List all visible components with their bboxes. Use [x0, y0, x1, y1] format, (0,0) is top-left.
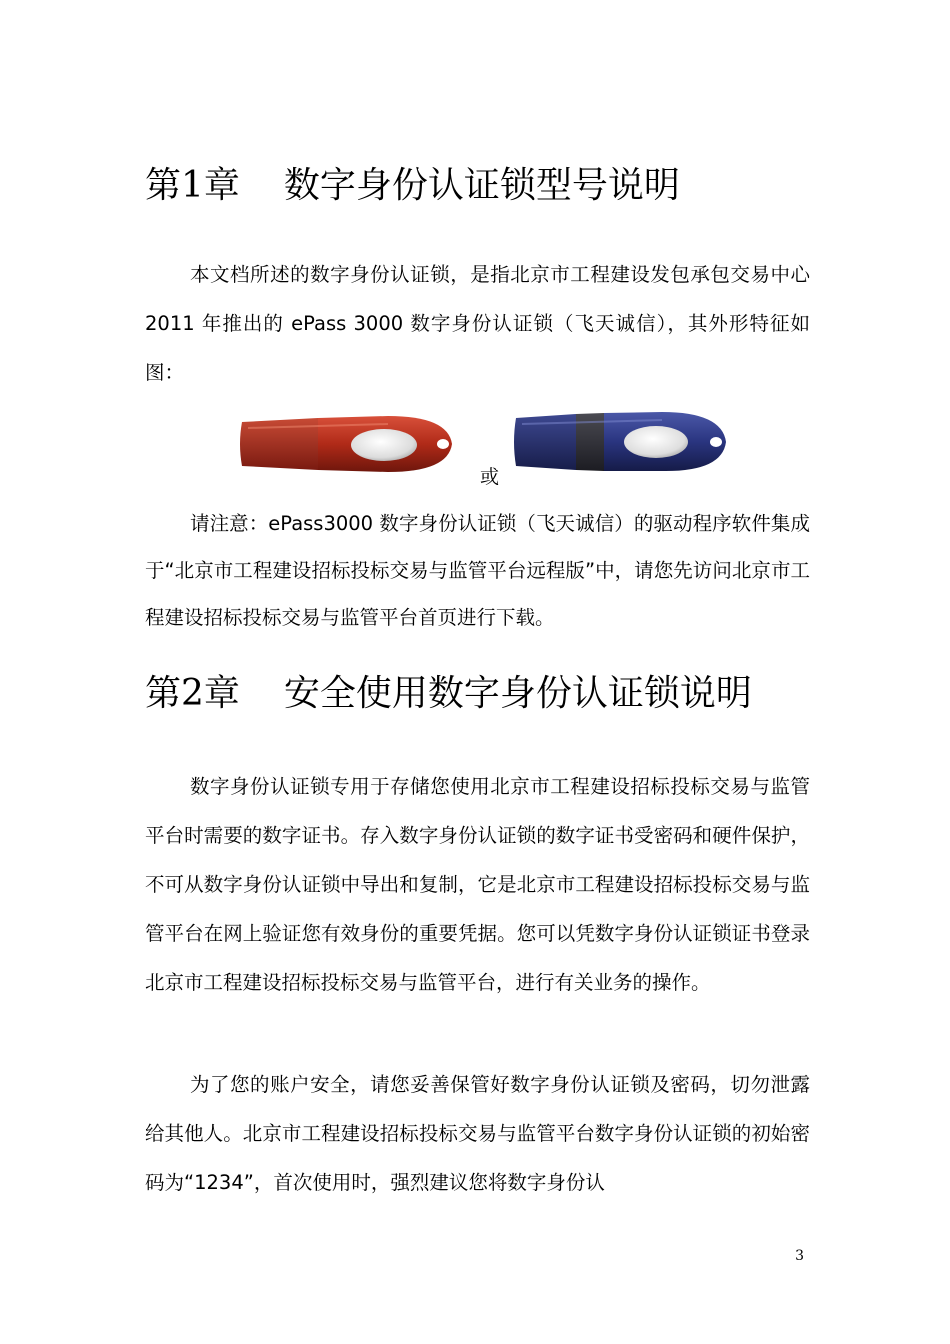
chapter-1-number: 第1章 — [145, 165, 240, 206]
chapter-2-paragraph-1: 数字身份认证锁专用于存储您使用北京市工程建设招标投标交易与监管平台时需要的数字证书。存入数字身份认证锁的数字证书受密码和硬件保护，不可从数字身份认证锁中导出和复制，它是北京市工程建设招标投标交易与监管平台在网上验证您有效身份的重要凭据。您可以凭数字身份认证锁证书登录北京市工程建设招标投标交易与监管平台，进行有关业务的操作。 — [145, 775, 810, 994]
chapter-1-note-paragraph: 请注意：ePass3000 数字身份认证锁（飞天诚信）的驱动程序软件集成于“北京市工程建设招标投标交易与监管平台远程版”中，请您先访问北京市工程建设招标投标交易与监管平台首页进行下载。 — [145, 512, 810, 629]
page-number: 3 — [795, 1248, 804, 1264]
usb-key-figure — [0, 398, 950, 488]
red-usb-key-image — [238, 408, 458, 480]
chapter-2-heading — [145, 672, 752, 716]
chapter-1-heading — [145, 164, 680, 208]
chapter-1-intro-paragraph: 本文档所述的数字身份认证锁，是指北京市工程建设发包承包交易中心 2011 年推出的 ePass 3000 数字身份认证锁（飞天诚信），其外形特征如图： — [145, 263, 810, 384]
chapter-2-number: 第2章 — [145, 673, 240, 714]
figure-or-label: 或 — [480, 466, 500, 488]
chapter-2-title: 安全使用数字身份认证锁说明 — [283, 673, 752, 714]
blue-usb-key-image — [512, 404, 732, 480]
chapter-2-paragraph-2: 为了您的账户安全，请您妥善保管好数字身份认证锁及密码，切勿泄露给其他人。北京市工程建设招标投标交易与监管平台数字身份认证锁的初始密码为“1234”，首次使用时，强烈建议您将数字身份认 — [145, 1073, 810, 1194]
chapter-1-title: 数字身份认证锁型号说明 — [283, 165, 680, 206]
